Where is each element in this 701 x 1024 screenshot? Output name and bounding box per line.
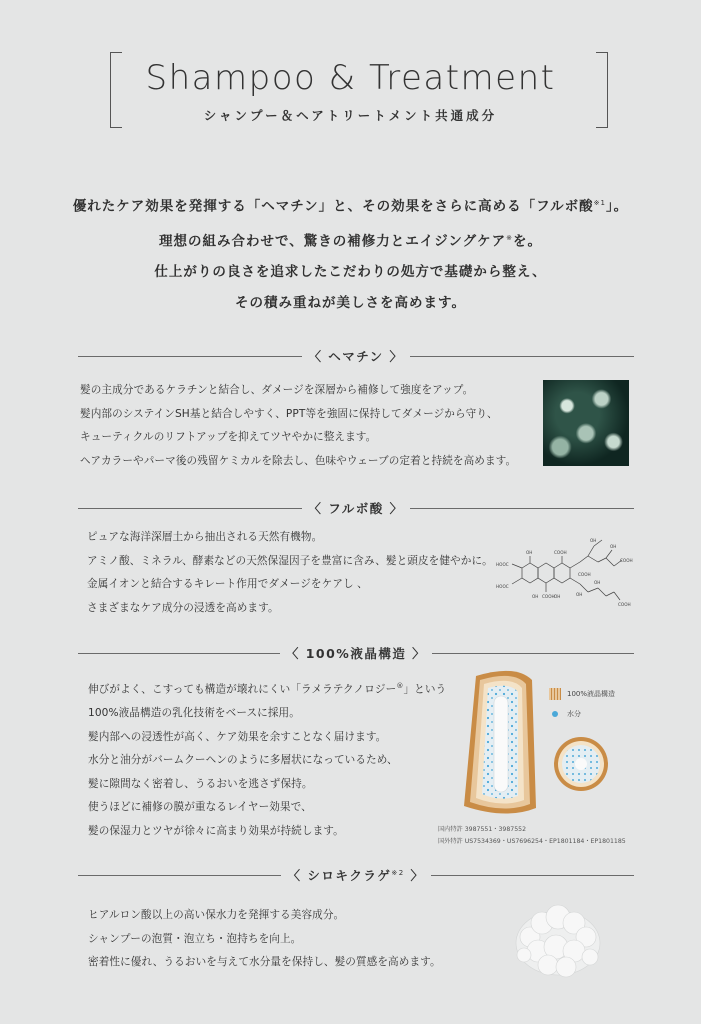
body-line: 髪の主成分であるケラチンと結合し、ダメージを深層から補修して強度をアップ。 <box>80 384 474 396</box>
body-line: 髪に隙間なく密着し、うるおいを逃さず保持。 <box>88 777 313 790</box>
chem-label: OH <box>526 550 533 555</box>
heading-text: 〉 <box>404 868 425 883</box>
chem-label: HOOC <box>496 562 509 567</box>
lamellar-hair-illustration <box>446 668 546 818</box>
section-heading-hematin <box>78 346 634 366</box>
hematin-description <box>80 379 516 473</box>
heading-rule <box>410 356 634 357</box>
body-line: 使うほどに補修の膜が重なるレイヤー効果で、 <box>88 801 312 814</box>
body-line: 金属イオンと結合するキレート作用でダメージをケアし 、 <box>87 578 368 590</box>
body-line: 密着性に優れ、うるおいを与えて水分量を保持し、髪の質感を高めます。 <box>88 956 441 968</box>
patent-domestic: 国内特許 3987551・3987552 <box>438 826 527 833</box>
chem-label: OH <box>576 592 583 597</box>
body-line: 髪の保湿力とツヤが徐々に高まり効果が持続します。 <box>88 824 344 837</box>
chem-label: OH <box>610 544 617 549</box>
chem-label: OH <box>594 580 601 585</box>
heading-rule <box>78 653 280 654</box>
legend-swatch-water <box>549 708 561 720</box>
body-line: 100%液晶構造の乳化技術をベースに採用。 <box>88 707 300 720</box>
body-line: シャンプーの泡質・泡立ち・泡持ちを向上。 <box>88 932 302 945</box>
legend-label: 水分 <box>567 710 581 718</box>
intro-line-text: 優れたケア効果を発揮する「ヘマチン」と、その効果をさらに高める「フルボ酸 <box>72 198 594 215</box>
section-heading-liquid-crystal <box>78 643 634 663</box>
chem-label: HOOC <box>496 584 509 589</box>
patent-foreign: 国外特許 US7534369・US7696254・EP1801184・EP1801185 <box>438 838 626 845</box>
body-line-text: 」という <box>403 683 447 696</box>
chem-label: COOH <box>554 550 567 555</box>
heading-rule <box>78 875 281 876</box>
intro-line <box>0 188 701 223</box>
shirokikurage-description <box>88 904 441 975</box>
heading-rule <box>78 356 302 357</box>
heading-rule <box>78 508 302 509</box>
body-line: 髪内部への浸透性が高く、ケア効果を余すことなく届けます。 <box>88 730 387 743</box>
body-line: アミノ酸、ミネラル、酵素などの天然保湿因子を豊富に含み、髪と頭皮を健やかに。 <box>87 554 493 567</box>
footnote-mark: ※2 <box>391 868 405 877</box>
legend-item <box>549 704 615 724</box>
heading-rule <box>431 875 634 876</box>
intro-line <box>0 223 701 258</box>
registered-mark: ® <box>396 682 404 690</box>
fulvic-description <box>87 526 493 620</box>
intro-line-text: を。 <box>513 233 542 249</box>
shirokikurage-photo <box>508 895 608 985</box>
section-heading-label: 〈 ヘマチン 〉 <box>308 349 404 364</box>
hematin-photo <box>543 380 629 466</box>
intro-paragraph <box>0 188 701 319</box>
intro-line-text: 」。 <box>605 198 629 215</box>
section-heading-label <box>281 866 430 884</box>
section-heading-shirokikurage <box>78 865 634 885</box>
liquid-crystal-description <box>88 675 446 843</box>
body-line: 水分と油分がバームクーヘンのように多層状になっているため、 <box>88 754 398 767</box>
heading-rule <box>410 508 634 509</box>
intro-line: その積み重ねが美しさを高めます。 <box>235 295 466 311</box>
patent-notes <box>438 824 626 848</box>
body-line: キューティクルのリフトアップを抑えてツヤやかに整えます。 <box>80 431 377 443</box>
chem-label: OH <box>554 594 561 599</box>
intro-line: 仕上がりの良さを追求したこだわりの処方で基礎から整え、 <box>154 264 547 280</box>
legend-swatch-lamellar <box>549 688 561 700</box>
chem-label: COOH <box>542 594 555 599</box>
fulvic-acid-structure-diagram <box>494 536 640 614</box>
chem-label: COOH <box>620 558 633 563</box>
legend-label: 100%液晶構造 <box>567 690 616 698</box>
footnote-mark: ※1 <box>593 199 606 207</box>
legend-item <box>549 684 615 704</box>
body-line <box>88 675 446 702</box>
chem-label: OH <box>590 538 597 543</box>
section-heading-label: 〈 100%液晶構造 〉 <box>285 646 427 661</box>
hair-cross-section <box>553 736 609 792</box>
body-line-text: 伸びがよく、こすっても構造が壊れにくい「ラメラテクノロジー <box>88 683 397 696</box>
diagram-legend <box>549 684 615 724</box>
heading-text: 〈 シロキクラゲ <box>287 868 392 883</box>
footnote-mark: ※ <box>506 233 513 242</box>
page-title: Shampoo & Treatment <box>145 58 556 98</box>
heading-rule <box>432 653 634 654</box>
intro-line-text: 理想の組み合わせで、驚きの補修力とエイジングケア <box>159 233 507 249</box>
body-line: ヒアルロン酸以上の高い保水力を発揮する美容成分。 <box>88 909 345 921</box>
body-line: ヘアカラーやパーマ後の残留ケミカルを除去し、色味やウェーブの定着と持続を高めます。 <box>80 454 517 467</box>
chem-label: OH <box>532 594 539 599</box>
section-heading-fulvic <box>78 498 634 518</box>
chem-label: COOH <box>618 602 631 607</box>
section-heading-label: 〈 フルボ酸 〉 <box>308 501 404 516</box>
chem-label: COOH <box>578 572 591 577</box>
body-line: ピュアな海洋深層土から抽出される天然有機物。 <box>87 531 323 543</box>
page-subtitle: シャンプー＆ヘアトリートメント共通成分 <box>203 108 498 123</box>
body-line: 髪内部のシステインSH基と結合しやすく、PPT等を強固に保持してダメージから守り、 <box>80 407 498 420</box>
body-line: さまざまなケア成分の浸透を高めます。 <box>87 601 279 614</box>
